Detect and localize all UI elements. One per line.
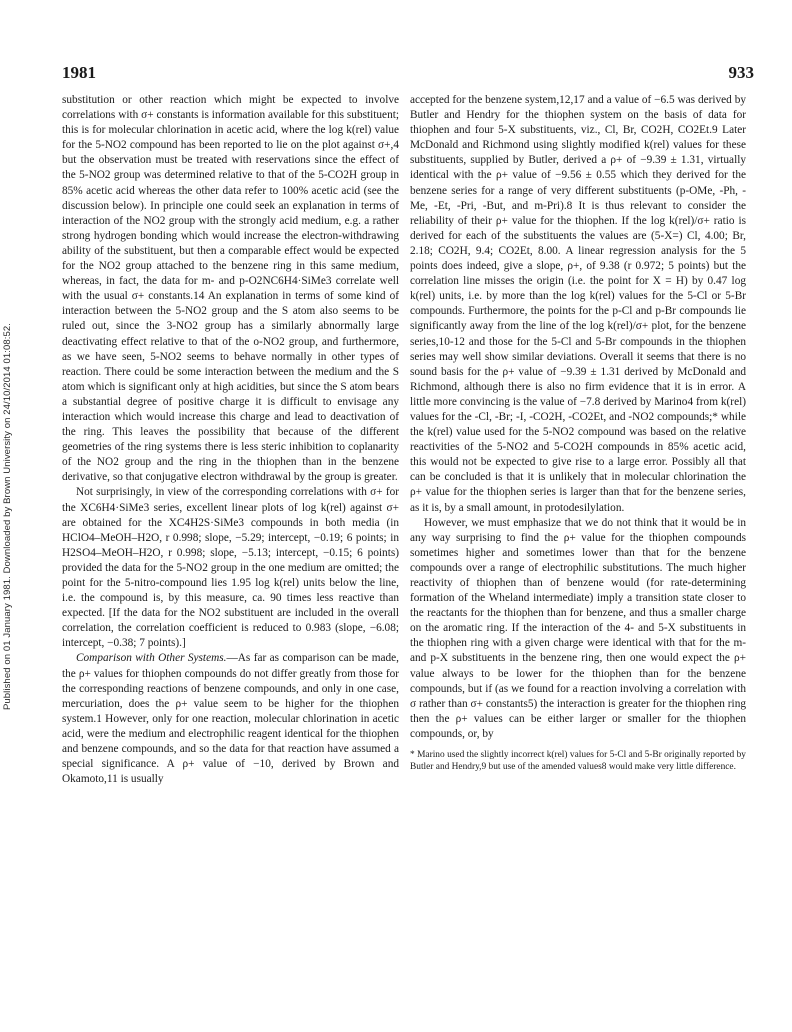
right-column: [410, 93, 746, 773]
paragraph: Not surprisingly, in view of the corresponding correlations with σ+ for the XC6H4·SiMe3 series, excellent linear plots of log k(rel) against σ+ are obtained for the XC4H2S·SiMe3 compounds in both media (in HClO4–MeOH–H2O, r 0.998; slope, −5.29; intercept, −0.19; 6 points; in H2SO4–MeOH–H2O, r 0.998; slope, −5.13; intercept, −0.15; 6 points) provided the data for the 5-NO2 group in the one medium are omitted; the point for the 5-nitro-compound lies 1.95 log k(rel) units below the line, i.e. the compound is, by this measure, ca. 90 times less reactive than expected. [If the data for the NO2 substituent are included in the overall correlation, the correlation coefficient is reduced to 0.983 (slope, −6.08; intercept, −0.38; 7 points).]: [62, 486, 399, 650]
side-note-text: Published on 01 January 1981. Downloaded by Brown University on 24/10/2014 01:08:52.: [2, 322, 14, 710]
paragraph: [62, 651, 399, 787]
page-number: 933: [728, 63, 754, 82]
paragraph: substitution or other reaction which might be expected to involve correlations with σ+ constants is information available for this substituent; this is for molecular chlorination in acetic acid, where the log k(rel) value for the 5-NO2 compound has been reported to lie on the plot against σ+,4 but the observation must be treated with reservations since the effect of the 5-NO2 group was determined relative to that of the 5-CO2H group in 85% acetic acid whereas the other data refer to 100% acetic acid (see the discussion below). In principle one could seek an explanation in terms of interaction of the NO2 group with the strongly acid medium, e.g. a rather strong hydrogen bonding which would increase the electron-withdrawing ability of the substituent, but then a comparable effect would be expected for the NO2 group attached to the benzene ring in this same medium, whereas, in fact, the data for m- and p-O2NC6H4·SiMe3 correlate well with the usual σ+ constants.14 An explanation in terms of some kind of interaction between the 5-NO2 group and the S atom also seems to be ruled out, since the 3-NO2 group has a similarly abnormally large deactivating effect relative to that of the o-NO2 group, and furthermore, as we have seen, 5-NO2 seems to behave normally in other types of reaction. There could be some interaction between the medium and the S atom which is significant only at high acidities, but since the S atom bears a substantial degree of positive charge it is difficult to envisage any interaction which would increase this charge and lead to deactivation of the ring. This leaves the possibility that because of the different geometries of the ring systems there is less steric inhibition to coplanarity of the NO2 group and the ring in the thiophen than in the benzene derivative, so that conjugative electron withdrawal by the group is greater.: [62, 94, 399, 484]
publication-year: 1981: [62, 63, 96, 82]
footnote: * Marino used the slightly incorrect k(rel) values for 5-Cl and 5-Br originally reported by Butler and Hendry,9 but use of the amended values8 would make very little difference.: [410, 750, 746, 772]
paragraph: However, we must emphasize that we do not think that it would be in any way surprising to find the ρ+ value for the thiophen compounds sometimes higher and sometimes lower than that for the benzene compounds over a range of electrophilic substitutions. The much higher reactivity of thiophen than of benzene would (for rate-determining formation of the Wheland intermediate) imply a transition state closer to the reactants for the thiophen than for benzene, and thus a smaller charge on the aromatic ring. If the interaction of the 4- and 5-X substituents in the thiophen ring with a given charge were identical with that for the m- and p-X substituents in the benzene ring, then one would expect the ρ+ value always to be lower for the thiophen than for the benzene compounds, but if (as we found for a reaction involving a correlation with σ rather than σ+ constants5) the interaction is greater for the thiophen ring then the ρ+ values can be either larger or smaller for the thiophen compounds, or, by: [410, 516, 746, 740]
left-column: [62, 93, 399, 787]
publication-side-note: [0, 0, 16, 1032]
article-body: [62, 93, 774, 1023]
paragraph-text: —As far as comparison can be made, the ρ+ values for thiophen compounds do not differ greatly from those for the corresponding reactions of benzene compounds, and only in one case, mercuriation, does the ρ+ value seem to be higher for the thiophen system.1 However, only for one reaction, molecular chlorination in acetic acid, were the medium and electrophilic reagent identical for the thiophen and benzene compounds, and so the data for that reaction have assumed a special significance. A ρ+ value of −10, derived by Brown and Okamoto,11 is usually: [62, 652, 399, 786]
section-heading: Comparison with Other Systems.: [76, 652, 227, 665]
paragraph: accepted for the benzene system,12,17 and a value of −6.5 was derived by Butler and Hendry for the thiophen system on the basis of data for thiophen and four 5-X substituents, viz., Cl, Br, CO2H, CO2Et.9 Later McDonald and Richmond using slightly modified k(rel) values for these substituents, supplied by Butler, derived a ρ+ of −9.39 ± 1.31, virtually identical with the ρ+ value of −9.56 ± 0.55 which they derived for the benzene series for a range of very different substituents (p-OMe, -Ph, -Me, -Et, -Pri, -But, and m-Pri).8 It is thus relevant to consider the reliability of their ρ+ value for the thiophen. If the log k(rel)/σ+ ratio is derived for each of the substituents the values are (5-X=) Cl, 4.00; Br, 2.18; CO2H, 9.4; CO2Et, 8.00. A linear regression analysis for the 5 points does indeed, give a slope, ρ+, of 9.38 (r 0.972; 5 points) but the correlation line misses the origin (i.e. the point for X = H) by 0.47 log k(rel) units, i.e. by more than the log k(rel) values for the 5-Cl or 5-Br compounds. Furthermore, the points for the p-Cl and p-Br compounds lie significantly away from the line of the log k(rel)/σ+ plot, for the benzene series,10-12 and those for the 5-Cl and 5-Br compounds in the thiophen series may well show similar deviations. Overall it seems that there is no sound basis for the ρ+ value of −9.39 ± 1.31 derived by McDonald and Richmond, although there is also no firm evidence that it is in error. A little more convincing is the value of −7.8 derived by Marino4 from k(rel) values for the -Cl, -Br; -I, -CO2H, -CO2Et, and -NO2 compounds;* while the k(rel) value used for the 5-NO2 compound was based on the relative reactivities of the 5-NO2 and 5-CO2H compounds in 85% acetic acid, this would not be expected to give rise to a large error. Possibly all that can be concluded is that it is unlikely that in molecular chlorination the ρ+ value for the thiophen series is larger than that for the benzene series, as it is, by a small amount, in protodesilylation.: [410, 94, 746, 514]
